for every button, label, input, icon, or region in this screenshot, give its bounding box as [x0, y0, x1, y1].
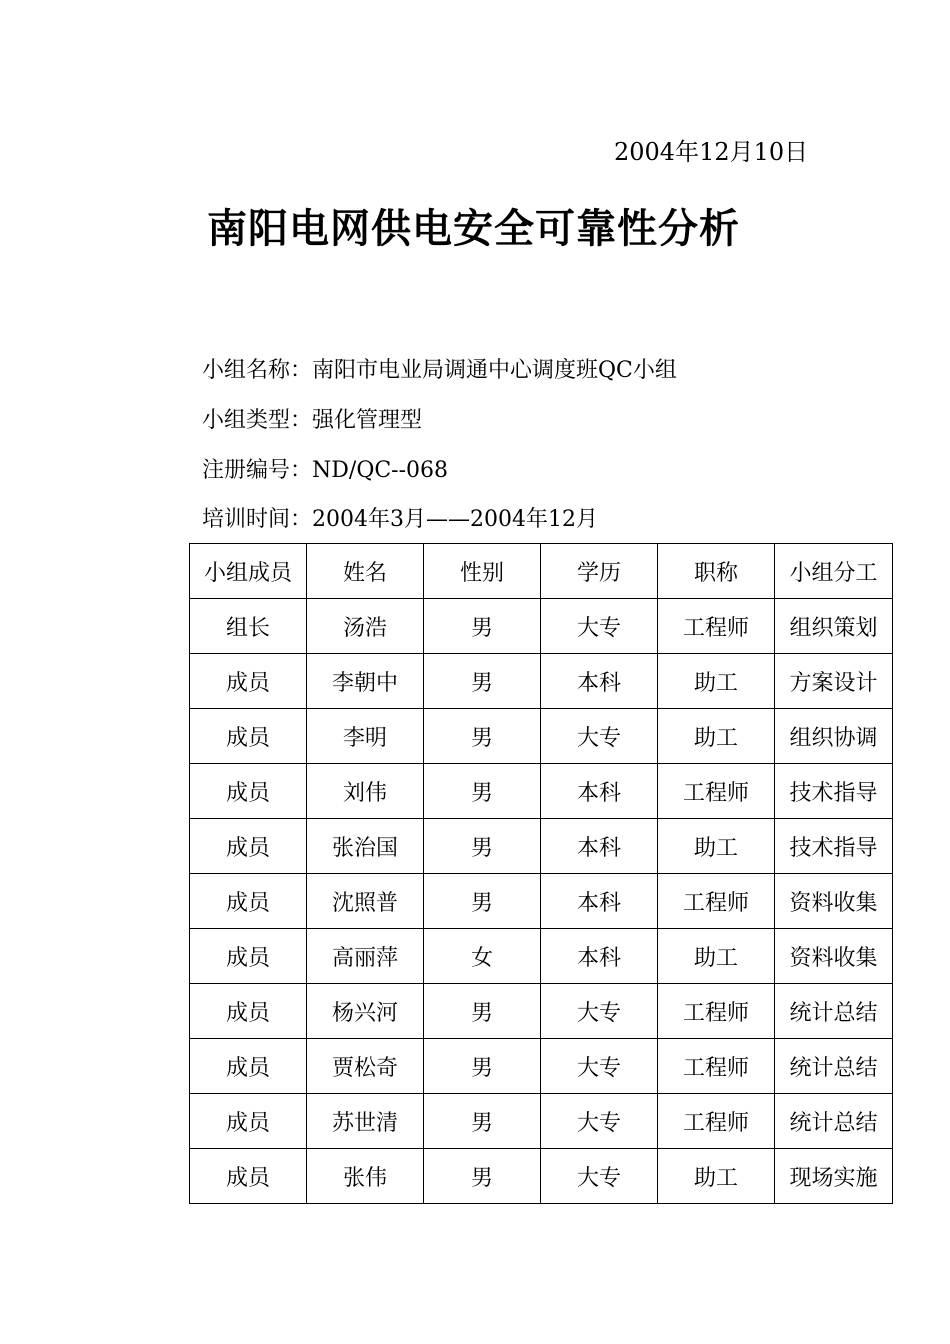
info-value: ND/QC--068	[312, 458, 449, 483]
duty-cell: 组织策划	[775, 599, 893, 654]
name-cell: 李明	[307, 709, 424, 764]
education-cell: 本科	[541, 819, 658, 874]
members-table	[189, 543, 893, 1204]
members-table-body	[190, 599, 893, 1204]
title-cell: 助工	[658, 1149, 775, 1204]
table-row	[190, 599, 893, 654]
info-training-period	[202, 505, 598, 535]
duty-cell: 统计总结	[775, 1039, 893, 1094]
gender-cell: 男	[424, 1039, 541, 1094]
name-cell: 汤浩	[307, 599, 424, 654]
header-cell-name: 姓名	[307, 544, 424, 599]
table-row	[190, 709, 893, 764]
document-title: 南阳电网供电安全可靠性分析	[207, 205, 740, 252]
table-row	[190, 819, 893, 874]
duty-cell: 资料收集	[775, 929, 893, 984]
education-cell: 本科	[541, 874, 658, 929]
role-cell: 成员	[190, 819, 307, 874]
gender-cell: 女	[424, 929, 541, 984]
table-row	[190, 1149, 893, 1204]
education-cell: 大专	[541, 1094, 658, 1149]
name-cell: 李朝中	[307, 654, 424, 709]
info-value: 2004年3月——2004年12月	[312, 507, 598, 532]
role-cell: 成员	[190, 764, 307, 819]
info-label: 小组名称：	[202, 358, 313, 383]
title-cell: 工程师	[658, 1039, 775, 1094]
role-cell: 成员	[190, 1039, 307, 1094]
table-row	[190, 1039, 893, 1094]
gender-cell: 男	[424, 709, 541, 764]
education-cell: 本科	[541, 929, 658, 984]
title-cell: 工程师	[658, 984, 775, 1039]
name-cell: 张治国	[307, 819, 424, 874]
gender-cell: 男	[424, 1149, 541, 1204]
title-cell: 助工	[658, 654, 775, 709]
table-row	[190, 764, 893, 819]
gender-cell: 男	[424, 654, 541, 709]
duty-cell: 技术指导	[775, 764, 893, 819]
info-value: 强化管理型	[312, 408, 423, 433]
duty-cell: 统计总结	[775, 984, 893, 1039]
table-header-row	[190, 544, 893, 599]
duty-cell: 方案设计	[775, 654, 893, 709]
gender-cell: 男	[424, 984, 541, 1039]
table-row	[190, 874, 893, 929]
name-cell: 张伟	[307, 1149, 424, 1204]
duty-cell: 现场实施	[775, 1149, 893, 1204]
document-date: 2004年12月10日	[614, 138, 809, 166]
gender-cell: 男	[424, 819, 541, 874]
gender-cell: 男	[424, 599, 541, 654]
role-cell: 成员	[190, 929, 307, 984]
education-cell: 大专	[541, 1039, 658, 1094]
education-cell: 大专	[541, 599, 658, 654]
table-row	[190, 654, 893, 709]
name-cell: 高丽萍	[307, 929, 424, 984]
info-label: 注册编号：	[202, 458, 313, 483]
education-cell: 大专	[541, 709, 658, 764]
name-cell: 苏世清	[307, 1094, 424, 1149]
role-cell: 成员	[190, 1094, 307, 1149]
education-cell: 大专	[541, 984, 658, 1039]
title-cell: 助工	[658, 819, 775, 874]
info-group-type	[202, 406, 422, 436]
table-row	[190, 984, 893, 1039]
role-cell: 成员	[190, 1149, 307, 1204]
table-row	[190, 929, 893, 984]
title-cell: 助工	[658, 709, 775, 764]
header-cell-title: 职称	[658, 544, 775, 599]
title-cell: 工程师	[658, 874, 775, 929]
duty-cell: 资料收集	[775, 874, 893, 929]
title-cell: 工程师	[658, 764, 775, 819]
role-cell: 成员	[190, 984, 307, 1039]
gender-cell: 男	[424, 874, 541, 929]
name-cell: 贾松奇	[307, 1039, 424, 1094]
education-cell: 本科	[541, 764, 658, 819]
header-cell-role: 小组成员	[190, 544, 307, 599]
name-cell: 刘伟	[307, 764, 424, 819]
info-registration-number	[202, 456, 448, 486]
title-cell: 助工	[658, 929, 775, 984]
role-cell: 成员	[190, 654, 307, 709]
name-cell: 沈照普	[307, 874, 424, 929]
info-group-name	[202, 356, 677, 386]
gender-cell: 男	[424, 1094, 541, 1149]
info-value: 南阳市电业局调通中心调度班QC小组	[312, 358, 677, 383]
gender-cell: 男	[424, 764, 541, 819]
info-label: 培训时间：	[202, 507, 313, 532]
role-cell: 成员	[190, 709, 307, 764]
duty-cell: 组织协调	[775, 709, 893, 764]
header-cell-education: 学历	[541, 544, 658, 599]
info-label: 小组类型：	[202, 408, 313, 433]
title-cell: 工程师	[658, 599, 775, 654]
header-cell-duty: 小组分工	[775, 544, 893, 599]
title-cell: 工程师	[658, 1094, 775, 1149]
education-cell: 大专	[541, 1149, 658, 1204]
role-cell: 组长	[190, 599, 307, 654]
duty-cell: 技术指导	[775, 819, 893, 874]
name-cell: 杨兴河	[307, 984, 424, 1039]
header-cell-gender: 性别	[424, 544, 541, 599]
duty-cell: 统计总结	[775, 1094, 893, 1149]
role-cell: 成员	[190, 874, 307, 929]
table-row	[190, 1094, 893, 1149]
education-cell: 本科	[541, 654, 658, 709]
